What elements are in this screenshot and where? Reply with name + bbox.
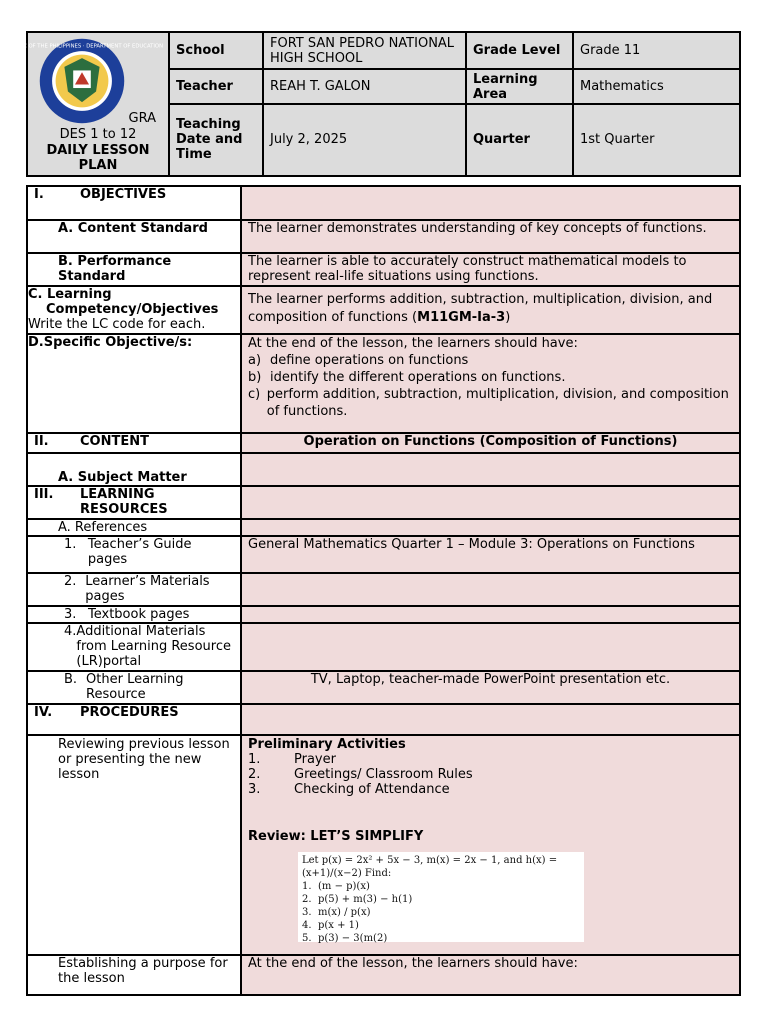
teaching-date-label: Teaching Date and Time — [169, 104, 263, 176]
section-title: PROCEDURES — [80, 705, 179, 720]
list-item — [248, 352, 733, 369]
quarter-value: 1st Quarter — [573, 104, 740, 176]
objectives-heading — [27, 186, 241, 220]
lc-close: ) — [505, 310, 511, 325]
item-text: Greetings/ Classroom Rules — [294, 767, 473, 782]
item-marker: 3. — [64, 607, 77, 622]
teacher-value: REAH T. GALON — [263, 69, 466, 104]
section-number: IV. — [34, 705, 53, 720]
section-title-line-1: LEARNING — [80, 487, 155, 502]
lesson-plan-table — [26, 185, 741, 996]
item-marker: c) — [248, 387, 261, 402]
review-lesson-label: Reviewing previous lesson or presenting the new lesson — [27, 735, 241, 955]
deped-logo-cell — [0, 32, 169, 176]
item-marker: 4. — [302, 920, 312, 931]
learning-resources-heading — [27, 486, 241, 519]
item-text: m(x) / p(x) — [318, 907, 371, 918]
section-number: I. — [34, 187, 44, 202]
textbook-pages-label — [27, 606, 241, 623]
learning-area-value: Mathematics — [573, 69, 740, 104]
item-text: Additional Materials from Learning Resource (LR)portal — [76, 624, 231, 669]
item-text: Other Learning Resource — [86, 672, 184, 702]
section-title: CONTENT — [80, 434, 149, 449]
lc-label-line-2: Competency/Objectives — [46, 302, 219, 317]
item-marker: b) — [248, 370, 262, 385]
exercise-intro: Let p(x) = 2x² + 5x − 3, m(x) = 2x − 1, and h(x) = (x+1)/(x−2) Find: — [302, 855, 558, 879]
references-label: A. References — [27, 519, 241, 536]
item-marker: 3. — [248, 782, 261, 797]
teachers-guide-value: General Mathematics Quarter 1 – Module 3: Operations on Functions — [241, 536, 740, 573]
section-number: III. — [34, 487, 54, 502]
list-item — [248, 386, 733, 420]
specific-intro: At the end of the lesson, the learners should have: — [248, 336, 578, 351]
objectives-value — [241, 186, 740, 220]
section-number: II. — [34, 434, 49, 449]
item-text: Prayer — [294, 752, 336, 767]
other-resources-label — [27, 671, 241, 704]
performance-standard-label: B. Performance Standard — [27, 253, 241, 286]
item-marker: 4. — [64, 624, 77, 639]
grades-part-2: DES 1 to 12 — [59, 127, 137, 142]
item-text: Learner’s Materials pages — [85, 574, 210, 604]
item-text: identify the different operations on functions. — [270, 370, 566, 385]
procedures-heading — [27, 704, 241, 735]
learning-area-label: Learning Area — [466, 69, 573, 104]
grades-part-1: GRA — [128, 111, 156, 126]
preliminary-list — [248, 752, 733, 797]
grade-level-label: Grade Level — [466, 32, 573, 69]
procedures-value — [241, 704, 740, 735]
textbook-pages-value — [241, 606, 740, 623]
specific-objectives-label: D.Specific Objective/s: — [27, 334, 241, 433]
item-text: define operations on functions — [270, 353, 469, 368]
item-marker: 1. — [64, 537, 77, 552]
list-item — [248, 369, 733, 386]
specific-objectives-list — [248, 352, 733, 420]
performance-standard-value: The learner is able to accurately construct mathematical models to represent real-life situations using functions. — [241, 253, 740, 286]
learners-materials-label — [27, 573, 241, 606]
item-text: Textbook pages — [88, 607, 190, 622]
additional-materials-label — [27, 623, 241, 671]
item-text: perform addition, subtraction, multiplication, division, and composition of functions. — [266, 387, 729, 419]
learning-competency-value — [241, 286, 740, 334]
lesson-header-table — [0, 31, 741, 177]
lc-label-line-1: C. Learning — [28, 287, 112, 302]
daily-lesson-plan-title: DAILY LESSON PLAN — [46, 143, 150, 173]
lc-code: M11GM-Ia-3 — [417, 310, 506, 325]
exercise-image — [298, 852, 584, 942]
list-item — [248, 782, 733, 797]
school-value: FORT SAN PEDRO NATIONAL HIGH SCHOOL — [263, 32, 466, 69]
references-value — [241, 519, 740, 536]
additional-materials-value — [241, 623, 740, 671]
list-item — [302, 880, 580, 893]
list-item — [302, 906, 580, 919]
teacher-label: Teacher — [169, 69, 263, 104]
content-topic: Operation on Functions (Composition of Functions) — [241, 433, 740, 453]
learners-materials-value — [241, 573, 740, 606]
review-lesson-value — [241, 735, 740, 955]
list-item — [248, 752, 733, 767]
item-text: Checking of Attendance — [294, 782, 450, 797]
item-marker: 2. — [248, 767, 261, 782]
list-item — [302, 932, 580, 945]
seal-text: REPUBLIC OF THE PHILIPPINES · DEPARTMENT OF EDUCATION — [0, 43, 164, 50]
item-text: p(x + 1) — [318, 920, 359, 931]
section-title: OBJECTIVES — [80, 187, 167, 202]
item-marker: a) — [248, 353, 262, 368]
teachers-guide-label — [27, 536, 241, 573]
item-text: p(5) + m(3) − h(1) — [318, 894, 413, 905]
item-marker: B. — [64, 672, 78, 687]
grade-level-value: Grade 11 — [573, 32, 740, 69]
purpose-label: Establishing a purpose for the lesson — [27, 955, 241, 995]
item-marker: 3. — [302, 907, 312, 918]
specific-objectives-value — [241, 334, 740, 433]
quarter-label: Quarter — [466, 104, 573, 176]
learning-resources-value — [241, 486, 740, 519]
item-marker: 5. — [302, 933, 312, 944]
review-title: Review: LET’S SIMPLIFY — [248, 829, 424, 844]
learning-competency-label — [27, 286, 241, 334]
list-item — [302, 919, 580, 932]
item-marker: 2. — [64, 574, 77, 589]
school-label: School — [169, 32, 263, 69]
subject-matter-value — [241, 453, 740, 486]
lc-label-line-3: Write the LC code for each. — [28, 317, 206, 332]
teaching-date-value: July 2, 2025 — [263, 104, 466, 176]
purpose-value: At the end of the lesson, the learners should have: — [241, 955, 740, 995]
list-item — [302, 893, 580, 906]
content-standard-value: The learner demonstrates understanding of key concepts of functions. — [241, 220, 740, 253]
preliminary-title: Preliminary Activities — [248, 737, 406, 752]
item-marker: 1. — [302, 881, 312, 892]
section-title-line-2: RESOURCES — [80, 502, 168, 517]
item-text: Teacher’s Guide pages — [87, 537, 192, 567]
lc-text: The learner performs addition, subtraction, multiplication, division, and composition of functions ( — [248, 292, 713, 325]
content-heading — [27, 433, 241, 453]
item-text: (m − p)(x) — [318, 881, 370, 892]
list-item — [248, 767, 733, 782]
item-marker: 2. — [302, 894, 312, 905]
subject-matter-label: A. Subject Matter — [27, 453, 241, 486]
item-text: p(3) − 3(m(2) — [318, 933, 388, 944]
other-resources-value: TV, Laptop, teacher-made PowerPoint presentation etc. — [241, 671, 740, 704]
content-standard-label: A. Content Standard — [27, 220, 241, 253]
item-marker: 1. — [248, 752, 261, 767]
